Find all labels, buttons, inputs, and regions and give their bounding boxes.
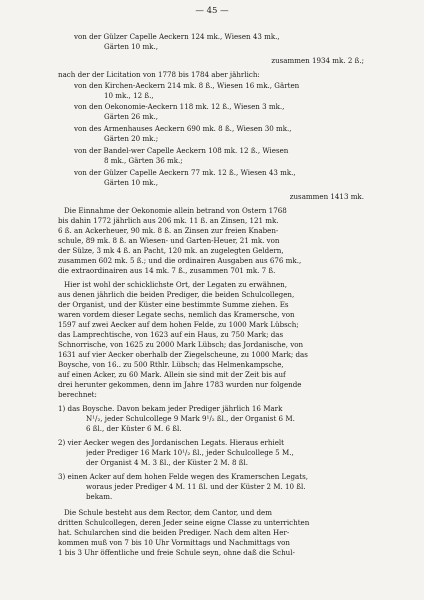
list-item: 3) einen Acker auf dem hohen Felde wegen des Kramerschen Legats, (58, 472, 308, 481)
text-line: Gärten 20 mk.; (104, 134, 159, 143)
text-line: 10 mk., 12 ß., (104, 91, 154, 100)
text-line: zusammen 1413 mk. (289, 192, 364, 201)
text-line: auf einen Acker, zu 60 Mark. Allein sie sind mit der Zeit bis auf (58, 370, 286, 379)
text-line: Boysche, von 16.. zu 500 Rthlr. Lübsch; das Helmenkampsche, (58, 360, 284, 369)
list-item: der Organist 4 M. 3 ßl., der Küster 2 M. 8 ßl. (86, 458, 249, 467)
text-line: waren vordem dieser Legate sechs, nemlich das Kramersche, von (58, 310, 295, 319)
list-item: 2) vier Aecker wegen des Jordanischen Legats. Hieraus erhielt (58, 438, 285, 447)
list-item: 6 ßl., der Küster 6 M. 6 ßl. (86, 424, 182, 433)
list-item: bekam. (86, 492, 113, 501)
list-item: jeder Prediger 16 Mark 10¹/₂ ßl., jeder Schulcollege 5 M., (86, 448, 294, 457)
text-line: von den Oekonomie-Aeckern 118 mk. 12 ß., Wiesen 3 mk., (74, 102, 285, 111)
text-line: kommen muß von 7 bis 10 Uhr Vormittags und Nachmittags von (58, 538, 290, 547)
text-line: hat. Schularchen sind die beiden Prediger. Nach dem alten Her- (58, 528, 290, 537)
text-line: drei herunter gekommen, denn im Jahre 1783 wurden nur folgende (58, 380, 302, 389)
text-line: berechnet: (58, 390, 97, 399)
text-line: von des Armenhauses Aeckern 690 mk. 8 ß., Wiesen 30 mk., (74, 124, 292, 133)
text-line: Gärten 10 mk., (104, 42, 158, 51)
text-line: aus denen jährlich die beiden Prediger, die beiden Schulcollegen, (58, 290, 295, 299)
text-line: Die Schule besteht aus dem Rector, dem Cantor, und dem (64, 508, 272, 517)
text-line: das Lamprechtische, von 1623 auf ein Haus, zu 750 Mark; das (58, 330, 284, 339)
list-item: woraus jeder Prediger 4 M. 11 ßl. und der Küster 2 M. 10 ßl. (86, 482, 306, 491)
text-line: zusammen 1934 mk. 2 ß.; (271, 56, 364, 65)
text-line: von der Bandel-wer Capelle Aeckern 108 mk. 12 ß., Wiesen (74, 146, 289, 155)
text-line: nach der der Licitation von 1778 bis 1784 aber jährlich: (58, 70, 260, 79)
text-line: Hier ist wohl der schicklichste Ort, der Legaten zu erwähnen, (64, 280, 287, 289)
text-line: bis dahin 1772 jährlich aus 206 mk. 11 ß. an Zinsen, 121 mk. (58, 216, 279, 225)
text-line: Gärten 26 mk., (104, 112, 158, 121)
text-line: Die Einnahme der Oekonomie allein betrand von Ostern 1768 (64, 206, 287, 215)
text-line: Schnorrische, von 1625 zu 2000 Mark Lübsch; das Jordanische, von (58, 340, 304, 349)
list-item: N¹/₂, jeder Schulcollege 9 Mark 9¹/₂ ßl., der Organist 6 M. (86, 414, 295, 423)
text-line: 8 mk., Gärten 36 mk.; (104, 156, 183, 165)
text-line: von der Gülzer Capelle Aeckern 124 mk., Wiesen 43 mk., (74, 32, 280, 41)
text-line: von den Kirchen-Aeckern 214 mk. 8 ß., Wiesen 16 mk., Gärten (74, 81, 300, 90)
text-line: 6 ß. an Ackerheuer, 90 mk. 8 ß. an Zinsen zur freien Knaben- (58, 226, 279, 235)
text-line: 1 bis 3 Uhr öffentliche und freie Schule seyn, ohne daß die Schul- (58, 548, 295, 557)
text-line: dritten Schulcollegen, deren Jeder seine eigne Classe zu unterrichten (58, 518, 310, 527)
list-item: 1) das Boysche. Davon bekam jeder Prediger jährlich 16 Mark (58, 404, 283, 413)
text-line: 1631 auf vier Aecker oberhalb der Ziegelscheune, zu 1000 Mark; das (58, 350, 308, 359)
text-line: die extraordinairen aus 14 mk. 7 ß., zusammen 701 mk. 7 ß. (58, 266, 276, 275)
text-line: zusammen 602 mk. 5 ß.; und die ordinairen Ausgaben aus 676 mk., (58, 256, 302, 265)
page-number: — 45 — (195, 6, 229, 16)
text-line: Gärten 10 mk., (104, 178, 158, 187)
text-line: schule, 89 mk. 8 ß. an Wiesen- und Garten-Heuer, 21 mk. von (58, 236, 280, 245)
text-line: der Sülze, 3 mk 4 ß. an Pacht, 120 mk. an zugelegten Geldern, (58, 246, 284, 255)
text-line: der Organist, und der Küster eine bestimmte Summe ziehen. Es (58, 300, 289, 309)
text-line: 1597 auf zwei Aecker auf dem hohen Felde, zu 1000 Mark Lübsch; (58, 320, 299, 329)
text-line: von der Gülzer Capelle Aeckern 77 mk. 12 ß., Wiesen 43 mk., (74, 168, 296, 177)
